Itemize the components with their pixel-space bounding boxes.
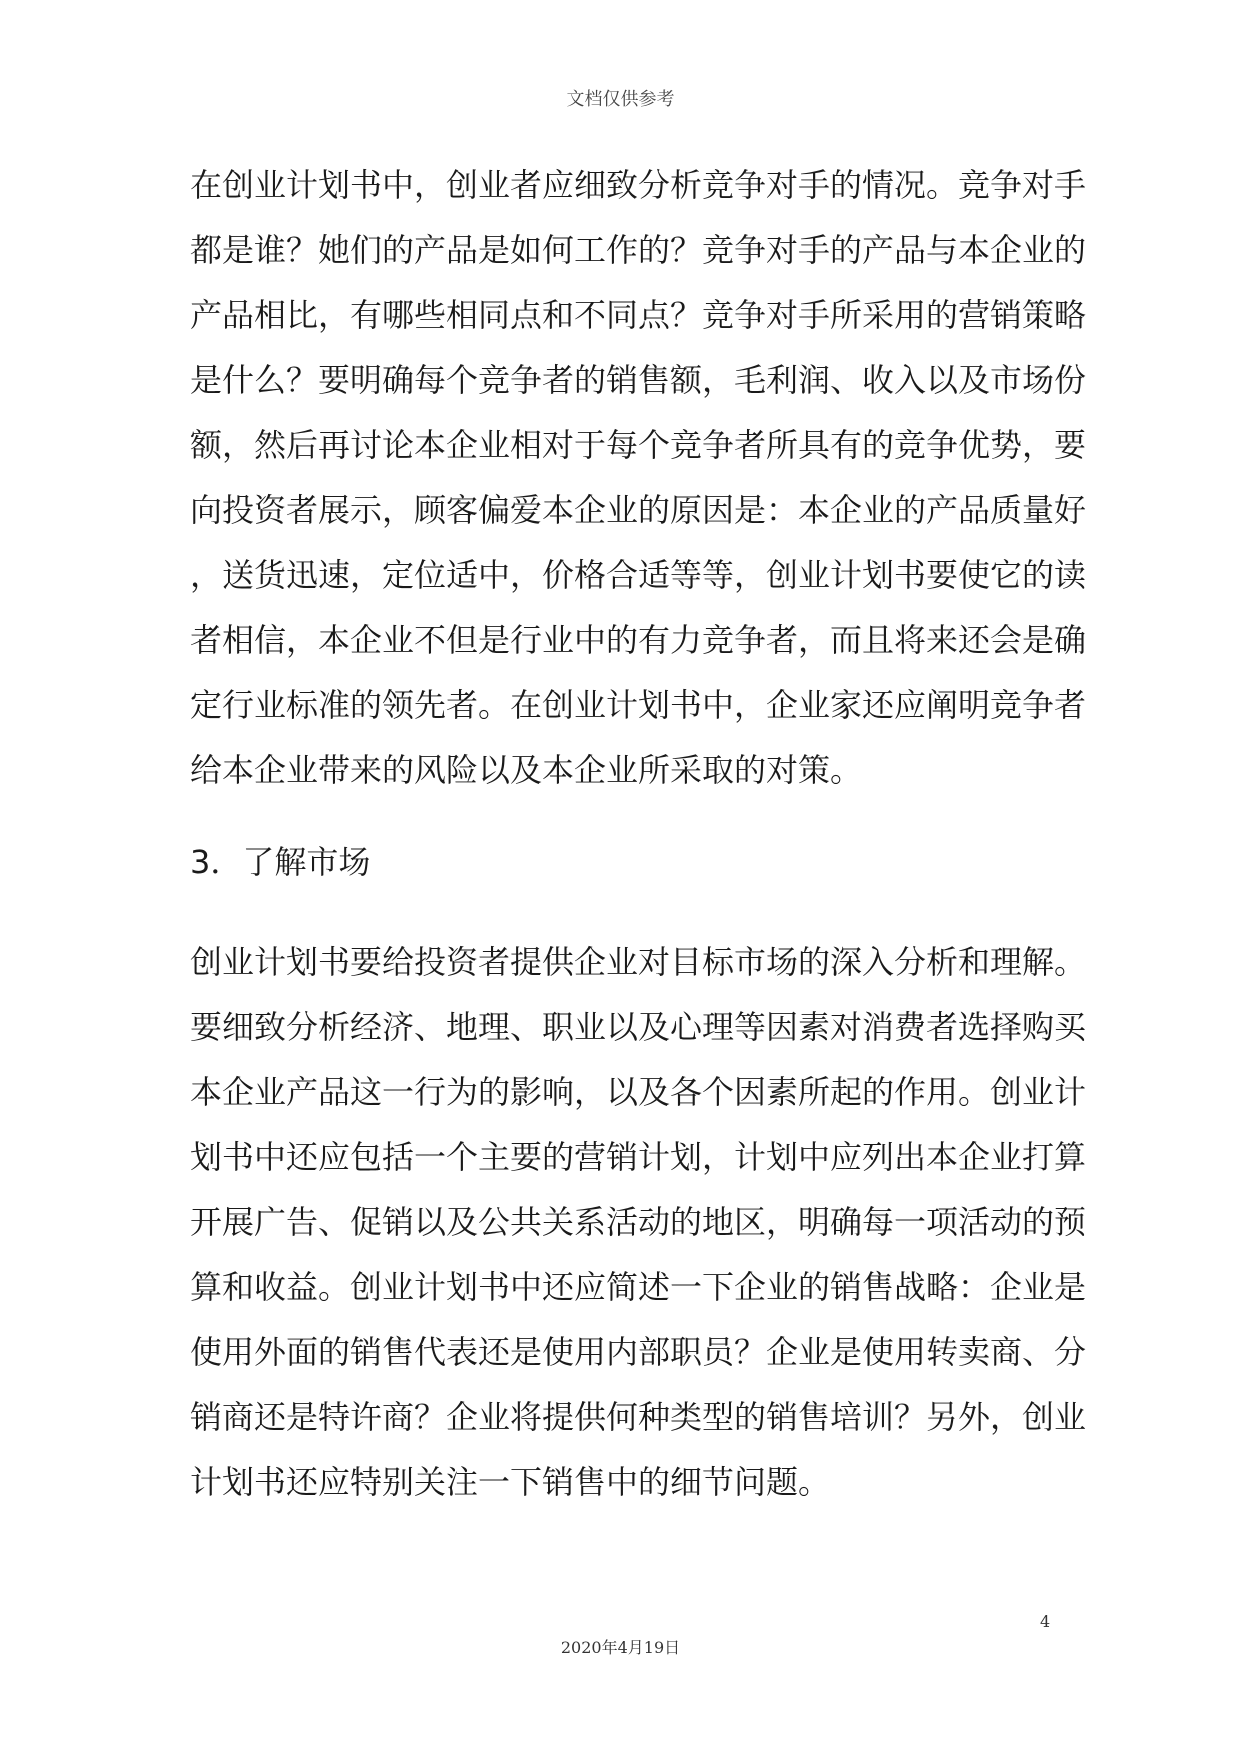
page-number: 4 [1040,1612,1051,1631]
text-line: 创业计划书要给投资者提供企业对目标市场的深入分析和理解。 [190,943,1087,981]
text-line: 算和收益。创业计划书中还应简述一下企业的销售战略：企业是 [190,1268,1087,1306]
text-line: 都是谁？她们的产品是如何工作的？竞争对手的产品与本企业的 [190,231,1087,269]
text-line: 使用外面的销售代表还是使用内部职员？企业是使用转卖商、分 [190,1333,1087,1371]
text-line: 销商还是特许商？企业将提供何种类型的销售培训？另外，创业 [190,1398,1087,1436]
section-heading [190,830,1050,895]
text-line: 计划书还应特别关注一下销售中的细节问题。 [190,1463,831,1501]
text-line: 在创业计划书中，创业者应细致分析竞争对手的情况。竞争对手 [190,166,1087,204]
text-line: 要细致分析经济、地理、职业以及心理等因素对消费者选择购买 [190,1008,1087,1046]
paragraph-competition [190,153,1087,803]
text-line: 向投资者展示，顾客偏爱本企业的原因是：本企业的产品质量好 [190,491,1087,529]
text-line: 本企业产品这一行为的影响，以及各个因素所起的作用。创业计 [190,1073,1087,1111]
text-line: 划书中还应包括一个主要的营销计划，计划中应列出本企业打算 [190,1138,1087,1176]
page-header: 文档仅供参考 [566,89,675,110]
text-line: 者相信，本企业不但是行业中的有力竞争者，而且将来还会是确 [190,621,1087,659]
text-line: 定行业标准的领先者。在创业计划书中，企业家还应阐明竞争者 [190,686,1087,724]
text-line: 产品相比，有哪些相同点和不同点？竞争对手所采用的营销策略 [190,296,1087,334]
text-line: ，送货迅速，定位适中，价格合适等等，创业计划书要使它的读 [190,556,1087,594]
section-heading-text: 3．了解市场 [190,843,371,881]
text-line: 开展广告、促销以及公共关系活动的地区，明确每一项活动的预 [190,1203,1087,1241]
paragraph-market [190,930,1087,1515]
footer-date: 2020年4月19日 [560,1638,681,1657]
text-line: 给本企业带来的风险以及本企业所采取的对策。 [190,751,863,789]
text-line: 额，然后再讨论本企业相对于每个竞争者所具有的竞争优势，要 [190,426,1087,464]
text-line: 是什么？要明确每个竞争者的销售额，毛利润、收入以及市场份 [190,361,1087,399]
